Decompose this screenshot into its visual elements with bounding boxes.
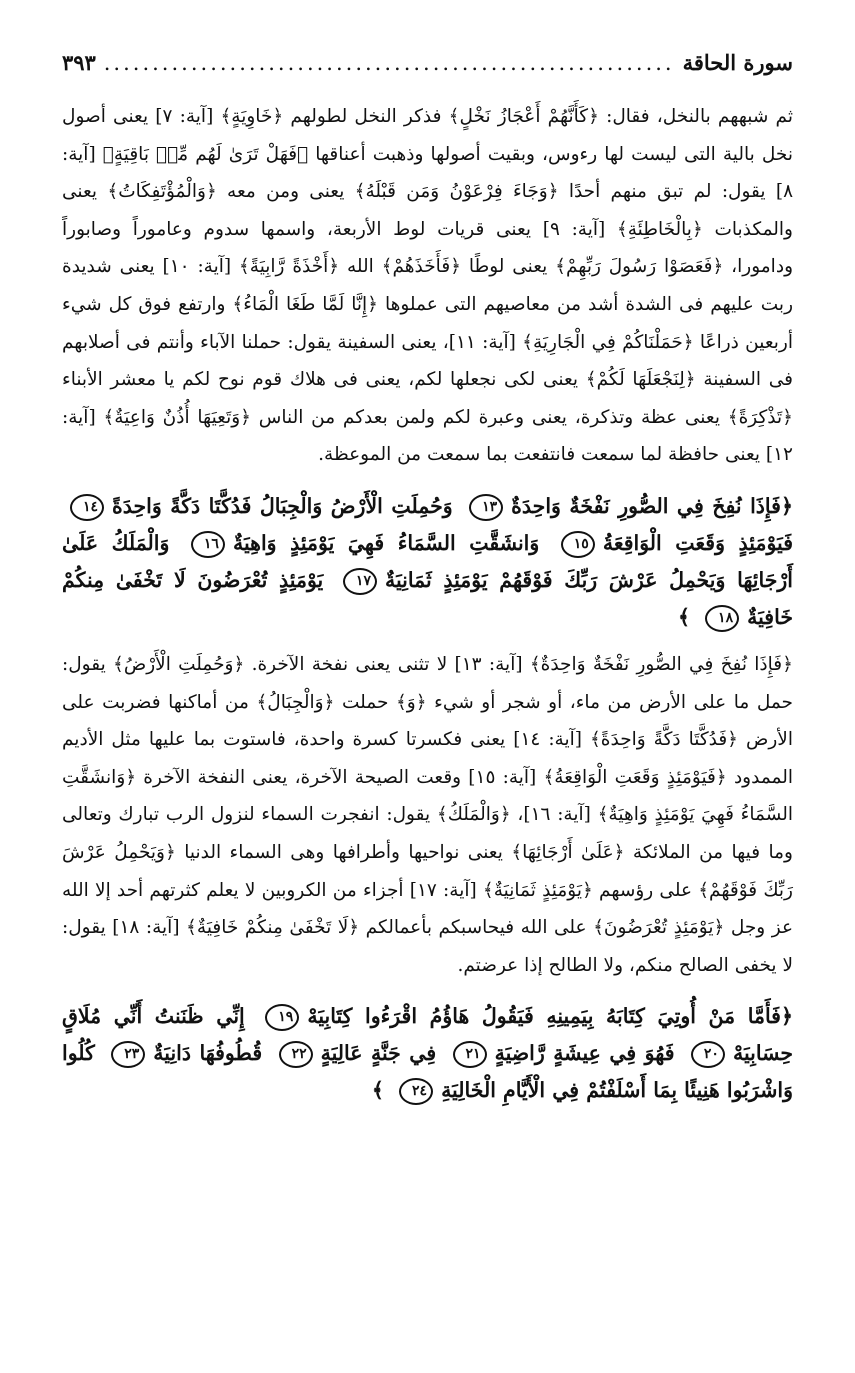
verse-number-22: ٢٢ [279, 1041, 313, 1068]
verse-number-19: ١٩ [265, 1004, 299, 1031]
verse-number-18: ١٨ [705, 605, 739, 632]
surah-title: سورة الحاقة [682, 50, 793, 75]
verse-number-14: ١٤ [70, 494, 104, 521]
verse-16: وَانشَقَّتِ السَّمَاءُ فَهِيَ يَوْمَئِذٍ وَاهِيَةٌ١٦ [183, 531, 539, 555]
verse-22: فِي جَنَّةٍ عَالِيَةٍ٢٢ [271, 1041, 437, 1065]
verse-19: ﴿فَأَمَّا مَنْ أُوتِيَ كِتَابَهُ بِيَمِينِهِ فَيَقُولُ هَاؤُمُ اقْرَءُوا كِتَابِيَهْ١٩ [257, 1004, 793, 1028]
tafsir-paragraph-2: ﴿فَإِذَا نُفِخَ فِي الصُّورِ نَفْخَةٌ وَاحِدَةٌ﴾ [آية: ١٣] لا تثنى يعنى نفخة الآخرة. ﴿وَحُمِلَتِ الْأَرْضُ﴾ يقول: حمل ما على الأرض من ماء، أو شجر أو شيء ﴿وَ﴾ حملت ﴿وَالْجِبَالُ﴾ من أماكنها فضربت على الأرض ﴿فَدُكَّتَا دَكَّةً وَاحِدَةً﴾ [آية: ١٤] يعنى فكسرتا كسرة واحدة، فاستوت بما عليها مثل الأديم الممدود ﴿فَيَوْمَئِذٍ وَقَعَتِ الْوَاقِعَةُ﴾ [آية: ١٥] وقعت الصيحة الآخرة، يعنى النفخة الآخرة ﴿وَانشَقَّتِ السَّمَاءُ فَهِيَ يَوْمَئِذٍ وَاهِيَةٌ﴾ [آية: ١٦]، ﴿وَالْمَلَكُ﴾ يقول: انفجرت السماء لنزول الرب تبارك وتعالى وما فيها من الملائكة ﴿عَلَىٰ أَرْجَائِهَا﴾ يعنى نواحيها وأطرافها وهى السماء الدنيا ﴿وَيَحْمِلُ عَرْشَ رَبِّكَ فَوْقَهُمْ﴾ على رؤسهم ﴿يَوْمَئِذٍ ثَمَانِيَةٌ﴾ [آية: ١٧] أجزاء من الكروبين لا يعلم كثرتهم أحد إلا الله عز وجل ﴿يَوْمَئِذٍ تُعْرَضُونَ﴾ على الله فيحاسبكم بأعمالكم ﴿لَا تَخْفَىٰ مِنكُمْ خَافِيَةٌ﴾ [آية: ١٨] يقول: لا يخفى الصالح منكم، ولا الطالح إذا عرضتم. [62, 653, 793, 976]
verse-number-15: ١٥ [561, 531, 595, 558]
verse-number-13: ١٣ [469, 494, 503, 521]
verse-20: إِنِّي ظَنَنتُ أَنِّي مُلَاقٍ حِسَابِيَهْ٢٠ [62, 1004, 793, 1065]
verse-number-17: ١٧ [343, 568, 377, 595]
verse-number-23: ٢٣ [111, 1041, 145, 1068]
verses-closing-bracket: ﴾ [677, 604, 690, 629]
tafsir-paragraph-1: ثم شبههم بالنخل، فقال: ﴿كَأَنَّهُمْ أَعْجَازُ نَخْلٍ﴾ فذكر النخل لطولهم ﴿خَاوِيَةٍ﴾ [آية: ٧] يعنى أصول نخل بالية التى ليست لها رءوس، وبقيت أصولها وذهبت أعناقها ﴿فَهَلْ تَرَىٰ لَهُم مِّنۢ بَاقِيَةٍ﴾ [آية: ٨] يقول: لم تبق منهم أحدًا ﴿وَجَاءَ فِرْعَوْنُ وَمَن قَبْلَهُ﴾ يعنى ومن معه ﴿وَالْمُؤْتَفِكَاتُ﴾ يعنى والمكذبات ﴿بِالْخَاطِئَةِ﴾ [آية: ٩] يعنى قريات لوط الأربعة، واسمها سدوم وعاموراً وصابوراً ودامورا، ﴿فَعَصَوْا رَسُولَ رَبِّهِمْ﴾ يعنى لوطًا ﴿فَأَخَذَهُمْ﴾ الله ﴿أَخْذَةً رَّابِيَةً﴾ [آية: ١٠] يعنى شديدة ربت عليهم فى الشدة أشد من معاصيهم التى عملوها ﴿إِنَّا لَمَّا طَغَا الْمَاءُ﴾ وارتفع فوق كل شيء أربعين ذراعًا ﴿حَمَلْنَاكُمْ فِي الْجَارِيَةِ﴾ [آية: ١١]، يعنى السفينة يقول: حملنا الآباء وأنتم فى أصلابهم فى السفينة ﴿لِنَجْعَلَهَا لَكُمْ﴾ يعنى لكى نجعلها لكم، يعنى فى هلاك قوم نوح لكم يا معشر الأبناء ﴿تَذْكِرَةً﴾ يعنى عظة وتذكرة، يعنى وعبرة لكم ولمن بعدكم من الناس ﴿وَتَعِيَهَا أُذُنٌ وَاعِيَةٌ﴾ [آية: ١٢] يعنى حافظة لما سمعت فانتفعت بما سمعت من الموعظة. [62, 106, 794, 466]
page-number: ٣٩٣ [62, 50, 96, 75]
verse-number-24: ٢٤ [399, 1078, 433, 1105]
verse-23: قُطُوفُهَا دَانِيَةٌ٢٣ [103, 1041, 262, 1065]
verse-18: يَوْمَئِذٍ تُعْرَضُونَ لَا تَخْفَىٰ مِنكُمْ خَافِيَةٌ١٨ [62, 568, 793, 629]
verse-13: ﴿فَإِذَا نُفِخَ فِي الصُّورِ نَفْخَةٌ وَاحِدَةٌ١٣ [461, 494, 793, 518]
verse-15: فَيَوْمَئِذٍ وَقَعَتِ الْوَاقِعَةُ١٥ [553, 531, 793, 555]
verse-number-16: ١٦ [191, 531, 225, 558]
header-dot-leader [104, 51, 675, 75]
verse-14: وَحُمِلَتِ الْأَرْضُ وَالْجِبَالُ فَدُكَّتَا دَكَّةً وَاحِدَةً١٤ [62, 494, 453, 518]
verse-21: فَهُوَ فِي عِيشَةٍ رَّاضِيَةٍ٢١ [445, 1041, 675, 1065]
verse-number-20: ٢٠ [691, 1041, 725, 1068]
verse-number-21: ٢١ [453, 1041, 487, 1068]
verse-24: كُلُوا وَاشْرَبُوا هَنِيئًا بِمَا أَسْلَفْتُمْ فِي الْأَيَّامِ الْخَالِيَةِ٢٤ [62, 1041, 793, 1102]
quran-verses-block-2 [62, 998, 793, 1109]
page-header [62, 50, 793, 88]
verse-17: وَالْمَلَكُ عَلَىٰ أَرْجَائِهَا وَيَحْمِلُ عَرْشَ رَبِّكَ فَوْقَهُمْ يَوْمَئِذٍ ثَمَانِيَةٌ١٧ [62, 531, 793, 592]
quran-verses-block-1 [62, 488, 793, 636]
verses-closing-bracket: ﴾ [371, 1078, 384, 1103]
